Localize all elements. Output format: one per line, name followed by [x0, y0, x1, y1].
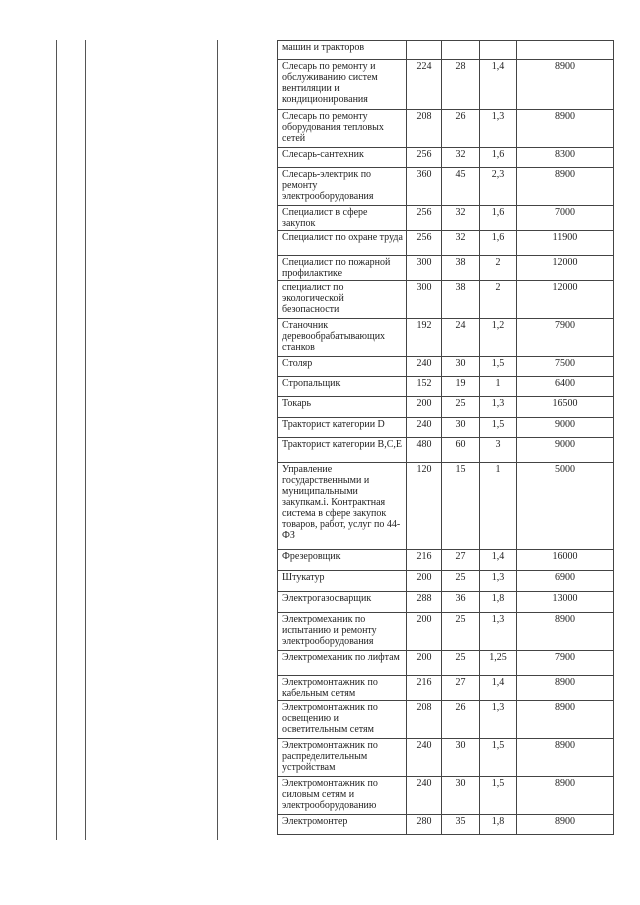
price-cell: 7500: [517, 357, 614, 377]
weeks-cell: 30: [442, 357, 480, 377]
profession-name: Слесарь по ремонту оборудования тепловых сетей: [278, 110, 407, 148]
hours-cell: 480: [407, 438, 442, 463]
table-row: [278, 739, 614, 777]
weeks-cell: 35: [442, 815, 480, 835]
weeks-cell: 19: [442, 377, 480, 397]
table-row: [278, 41, 614, 60]
months-cell: 1,3: [480, 613, 517, 651]
months-cell: 1,4: [480, 550, 517, 571]
weeks-cell: 60: [442, 438, 480, 463]
price-cell: 8900: [517, 701, 614, 739]
profession-name: Электромонтер: [278, 815, 407, 835]
weeks-cell: 25: [442, 613, 480, 651]
table-row: [278, 168, 614, 206]
hours-cell: 208: [407, 701, 442, 739]
profession-name: Стропальщик: [278, 377, 407, 397]
months-cell: 1,8: [480, 815, 517, 835]
months-cell: 1: [480, 463, 517, 550]
price-cell: 8900: [517, 676, 614, 701]
months-cell: 1,25: [480, 651, 517, 676]
weeks-cell: [442, 41, 480, 60]
hours-cell: 256: [407, 206, 442, 231]
price-cell: 5000: [517, 463, 614, 550]
table-row: [278, 206, 614, 231]
table-row: [278, 357, 614, 377]
table-row: [278, 256, 614, 281]
weeks-cell: 32: [442, 206, 480, 231]
weeks-cell: 30: [442, 777, 480, 815]
price-cell: 8900: [517, 777, 614, 815]
table-row: [278, 463, 614, 550]
months-cell: 2,3: [480, 168, 517, 206]
profession-name: Станочник деревообрабатывающих станков: [278, 319, 407, 357]
months-cell: 1,6: [480, 148, 517, 168]
months-cell: 1,3: [480, 571, 517, 592]
profession-name: Тракторист категории В,С,Е: [278, 438, 407, 463]
table-row: [278, 613, 614, 651]
profession-name: Столяр: [278, 357, 407, 377]
weeks-cell: 26: [442, 701, 480, 739]
hours-cell: 192: [407, 319, 442, 357]
price-cell: 6900: [517, 571, 614, 592]
price-cell: 9000: [517, 438, 614, 463]
hours-cell: 240: [407, 357, 442, 377]
table-row: [278, 397, 614, 418]
weeks-cell: 25: [442, 397, 480, 418]
hours-cell: 200: [407, 613, 442, 651]
hours-cell: 120: [407, 463, 442, 550]
weeks-cell: 30: [442, 418, 480, 438]
weeks-cell: 36: [442, 592, 480, 613]
price-cell: 9000: [517, 418, 614, 438]
weeks-cell: 30: [442, 739, 480, 777]
table-row: [278, 148, 614, 168]
profession-name: Электрогазосварщик: [278, 592, 407, 613]
hours-cell: 240: [407, 739, 442, 777]
weeks-cell: 38: [442, 281, 480, 319]
table-row: [278, 377, 614, 397]
hours-cell: 240: [407, 418, 442, 438]
training-price-table: [277, 40, 614, 835]
profession-name: Электромонтажник по освещению и осветительным сетям: [278, 701, 407, 739]
profession-name: Тракторист категории D: [278, 418, 407, 438]
hours-cell: [407, 41, 442, 60]
table-row: [278, 550, 614, 571]
weeks-cell: 25: [442, 651, 480, 676]
weeks-cell: 25: [442, 571, 480, 592]
price-cell: 8300: [517, 148, 614, 168]
profession-name: Слесарь по ремонту и обслуживанию систем вентиляции и кондиционирования: [278, 60, 407, 110]
price-cell: 16000: [517, 550, 614, 571]
table-row: [278, 815, 614, 835]
table-row: [278, 319, 614, 357]
price-cell: 8900: [517, 613, 614, 651]
profession-name: Управление государственными и муниципальными закупкам.i. Контрактная система в сфере закупок товаров, работ, услуг по 44-ФЗ: [278, 463, 407, 550]
weeks-cell: 15: [442, 463, 480, 550]
hours-cell: 300: [407, 256, 442, 281]
weeks-cell: 38: [442, 256, 480, 281]
table-row: [278, 438, 614, 463]
hours-cell: 216: [407, 550, 442, 571]
price-cell: 8900: [517, 739, 614, 777]
profession-name: Электромеханик по испытанию и ремонту электрооборудования: [278, 613, 407, 651]
price-cell: 8900: [517, 60, 614, 110]
profession-name: Фрезеровщик: [278, 550, 407, 571]
months-cell: 1,4: [480, 60, 517, 110]
months-cell: 3: [480, 438, 517, 463]
months-cell: 1,8: [480, 592, 517, 613]
months-cell: 1,5: [480, 739, 517, 777]
weeks-cell: 32: [442, 231, 480, 256]
left-margin-line-1: [56, 40, 57, 840]
hours-cell: 200: [407, 571, 442, 592]
weeks-cell: 32: [442, 148, 480, 168]
months-cell: 1,3: [480, 397, 517, 418]
profession-name: Электромонтажник по силовым сетям и электрооборудованию: [278, 777, 407, 815]
profession-name: Электромонтажник по кабельным сетям: [278, 676, 407, 701]
hours-cell: 360: [407, 168, 442, 206]
months-cell: 1,6: [480, 206, 517, 231]
hours-cell: 256: [407, 231, 442, 256]
weeks-cell: 24: [442, 319, 480, 357]
price-cell: 7900: [517, 319, 614, 357]
hours-cell: 288: [407, 592, 442, 613]
hours-cell: 200: [407, 397, 442, 418]
months-cell: 1,3: [480, 701, 517, 739]
profession-name: Специалист в сфере закупок: [278, 206, 407, 231]
profession-name: Специалист по пожарной профилактике: [278, 256, 407, 281]
profession-name: Штукатур: [278, 571, 407, 592]
table-row: [278, 701, 614, 739]
hours-cell: 208: [407, 110, 442, 148]
table-row: [278, 418, 614, 438]
profession-name: Электромеханик по лифтам: [278, 651, 407, 676]
table-row: [278, 231, 614, 256]
price-cell: 8900: [517, 110, 614, 148]
months-cell: 1,3: [480, 110, 517, 148]
table-row: [278, 110, 614, 148]
months-cell: 2: [480, 256, 517, 281]
months-cell: 1,5: [480, 777, 517, 815]
hours-cell: 240: [407, 777, 442, 815]
months-cell: 2: [480, 281, 517, 319]
price-cell: 6400: [517, 377, 614, 397]
price-cell: 16500: [517, 397, 614, 418]
price-cell: 12000: [517, 281, 614, 319]
profession-name: Специалист по охране труда: [278, 231, 407, 256]
months-cell: 1,4: [480, 676, 517, 701]
profession-name: специалист по экологической безопасности: [278, 281, 407, 319]
price-cell: 12000: [517, 256, 614, 281]
months-cell: 1,5: [480, 357, 517, 377]
months-cell: 1,2: [480, 319, 517, 357]
table-row: [278, 571, 614, 592]
price-cell: 11900: [517, 231, 614, 256]
hours-cell: 256: [407, 148, 442, 168]
months-cell: 1,6: [480, 231, 517, 256]
months-cell: 1: [480, 377, 517, 397]
hours-cell: 152: [407, 377, 442, 397]
hours-cell: 216: [407, 676, 442, 701]
table-row: [278, 777, 614, 815]
weeks-cell: 45: [442, 168, 480, 206]
left-margin-line-2: [85, 40, 86, 840]
price-cell: 8900: [517, 168, 614, 206]
table-row: [278, 592, 614, 613]
months-cell: [480, 41, 517, 60]
profession-name: Слесарь-электрик по ремонту электрооборудования: [278, 168, 407, 206]
profession-name: Электромонтажник по распределительным устройствам: [278, 739, 407, 777]
table-row: [278, 60, 614, 110]
price-cell: 7000: [517, 206, 614, 231]
price-cell: 13000: [517, 592, 614, 613]
hours-cell: 224: [407, 60, 442, 110]
price-cell: 7900: [517, 651, 614, 676]
profession-name: Слесарь-сантехник: [278, 148, 407, 168]
table-row: [278, 676, 614, 701]
hours-cell: 200: [407, 651, 442, 676]
hours-cell: 280: [407, 815, 442, 835]
left-margin-line-3: [217, 40, 218, 840]
table-row: [278, 651, 614, 676]
weeks-cell: 28: [442, 60, 480, 110]
weeks-cell: 27: [442, 676, 480, 701]
hours-cell: 300: [407, 281, 442, 319]
table-row: [278, 281, 614, 319]
price-cell: [517, 41, 614, 60]
profession-name: Токарь: [278, 397, 407, 418]
weeks-cell: 26: [442, 110, 480, 148]
profession-name: машин и тракторов: [278, 41, 407, 60]
weeks-cell: 27: [442, 550, 480, 571]
price-cell: 8900: [517, 815, 614, 835]
months-cell: 1,5: [480, 418, 517, 438]
